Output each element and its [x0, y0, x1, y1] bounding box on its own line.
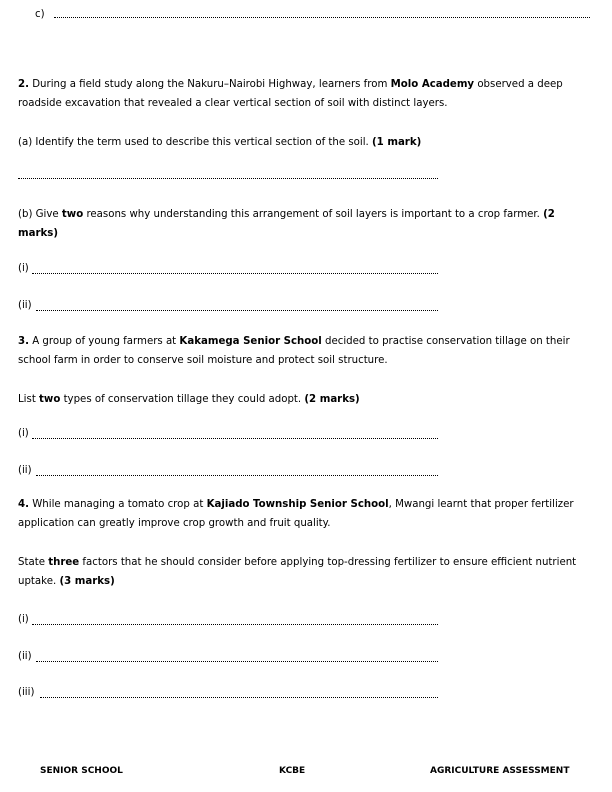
answer-line-4-i[interactable]: [32, 623, 438, 625]
question-2-number: 2.: [18, 79, 29, 90]
answer-line-4-iii[interactable]: [40, 696, 438, 698]
footer-center: KCBE: [279, 766, 306, 776]
question-2-text: 2. During a field study along the Nakuru–Nairobi Highway, learners from Molo Academy observed a deep roadside excavation that revealed a clear vertical section of soil with distinct layers.: [18, 79, 563, 109]
question-4-prompt: State three factors that he should consider before applying top-dressing fertilizer to ensure efficient nutrient uptake. (3 marks): [18, 557, 577, 587]
question-3-marks: (2 marks): [304, 394, 360, 405]
question-4-school: Kajiado Township Senior School: [206, 499, 389, 510]
question-2b-marks: (2 marks): [18, 209, 555, 239]
answer-label: (ii): [18, 651, 32, 662]
answer-label: (ii): [18, 300, 32, 311]
answer-line-3-i[interactable]: [32, 437, 438, 439]
answer-label: (ii): [18, 465, 32, 476]
question-4-text: 4. While managing a tomato crop at Kajiado Township Senior School, Mwangi learnt that proper fertilizer application can greatly improve crop growth and fruit quality.: [18, 499, 574, 529]
answer-line-4-ii[interactable]: [36, 660, 438, 662]
question-3-prompt: List two types of conservation tillage they could adopt. (2 marks): [18, 394, 360, 405]
footer-right: AGRICULTURE ASSESSMENT: [430, 766, 570, 776]
answer-line-2a[interactable]: [18, 177, 438, 179]
question-3-number: 3.: [18, 336, 29, 347]
footer-left: SENIOR SCHOOL: [40, 766, 123, 776]
answer-label: (i): [18, 263, 29, 274]
question-3-text: 3. A group of young farmers at Kakamega Senior School decided to practise conservation tillage on their school farm in order to conserve soil moisture and protect soil structure.: [18, 336, 570, 366]
question-2a-text: (a) Identify the term used to describe this vertical section of the soil. (1 mark): [18, 137, 422, 148]
answer-line-c[interactable]: [54, 16, 590, 18]
answer-label: (iii): [18, 687, 35, 698]
answer-label: (i): [18, 614, 29, 625]
answer-line-2b-ii[interactable]: [36, 309, 438, 311]
question-2a-marks: (1 mark): [372, 137, 422, 148]
question-2b-text: (b) Give two reasons why understanding this arrangement of soil layers is important to a crop farmer. (2 marks): [18, 209, 555, 239]
answer-line-3-ii[interactable]: [36, 474, 438, 476]
answer-label: (i): [18, 428, 29, 439]
item-c-label: c): [35, 9, 45, 20]
question-4-marks: (3 marks): [59, 576, 115, 587]
question-2-school: Molo Academy: [390, 79, 475, 90]
question-3-school: Kakamega Senior School: [179, 336, 322, 347]
question-4-number: 4.: [18, 499, 29, 510]
answer-line-2b-i[interactable]: [32, 272, 438, 274]
